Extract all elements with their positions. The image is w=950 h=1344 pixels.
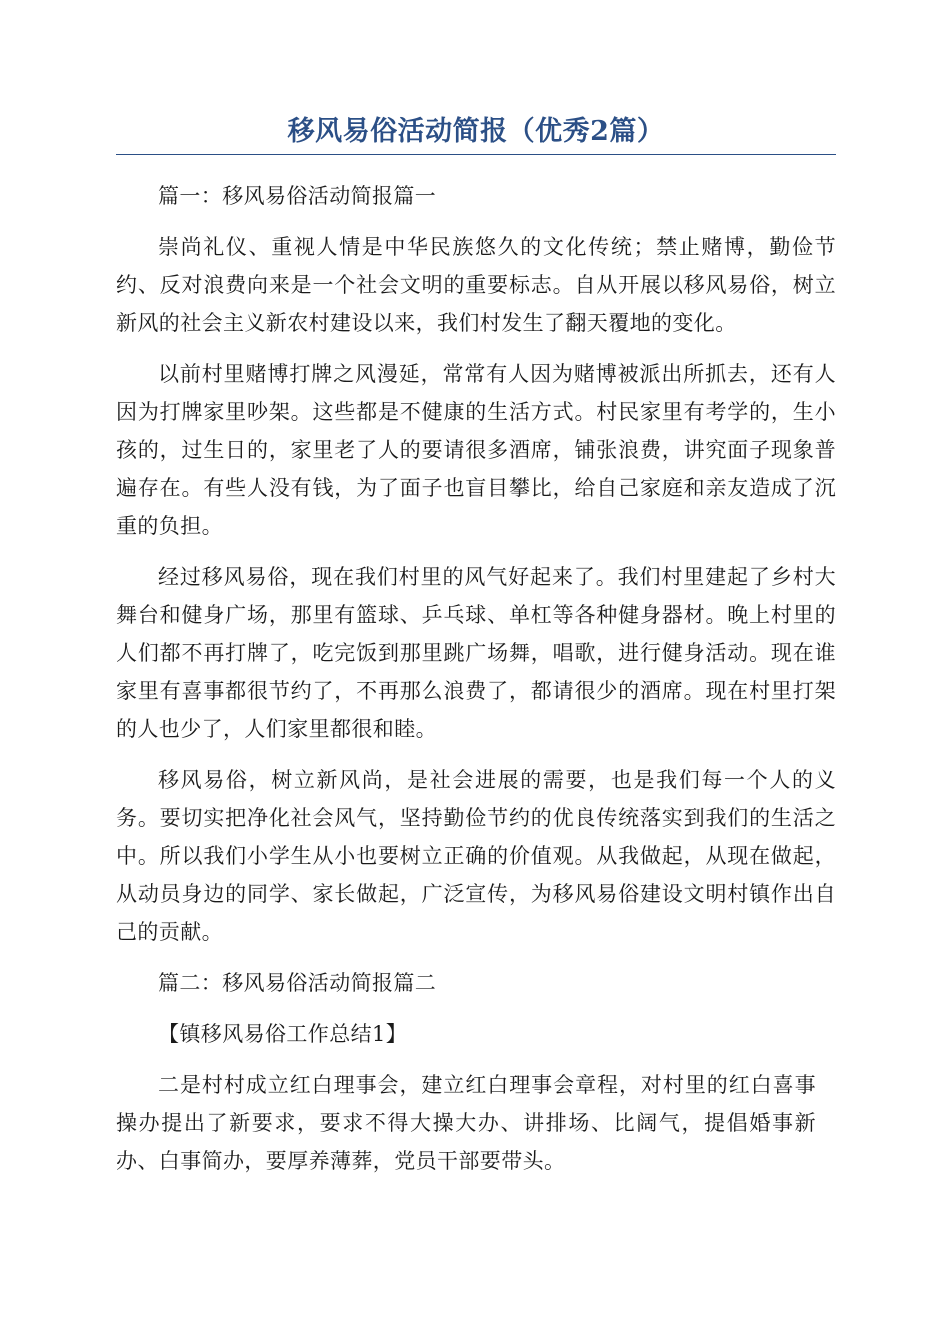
document-title: 移风易俗活动简报（优秀2篇）: [287, 116, 665, 147]
paragraph-5: 二是村村成立红白理事会，建立红白理事会章程，对村里的红白喜事操办提出了新要求，要求不得大操大办、讲排场、比阔气，提倡婚事新办、白事简办，要厚养薄葬，党员干部要带头。: [116, 1073, 816, 1173]
subsection-heading: 【镇移风易俗工作总结1】: [158, 1022, 408, 1046]
paragraph-2: 以前村里赌博打牌之风漫延，常常有人因为赌博被派出所抓去，还有人因为打牌家里吵架。这些都是不健康的生活方式。村民家里有考学的，生小孩的，过生日的，家里老了人的要请很多酒席，铺张浪费，讲究面子现象普遍存在。有些人没有钱，为了面子也盲目攀比，给自己家庭和亲友造成了沉重的负担。: [116, 362, 836, 538]
paragraph-1: 崇尚礼仪、重视人情是中华民族悠久的文化传统；禁止赌博，勤俭节约、反对浪费向来是一个社会文明的重要标志。自从开展以移风易俗，树立新风的社会主义新农村建设以来，我们村发生了翻天覆地的变化。: [116, 235, 836, 335]
paragraph-3: 经过移风易俗，现在我们村里的风气好起来了。我们村里建起了乡村大舞台和健身广场，那里有篮球、乒乓球、单杠等各种健身器材。晚上村里的人们都不再打牌了，吃完饭到那里跳广场舞，唱歌，进行健身活动。现在谁家里有喜事都很节约了，不再那么浪费了，都请很少的酒席。现在村里打架的人也少了，人们家里都很和睦。: [116, 565, 836, 741]
section-heading-1: 篇一：移风易俗活动简报篇一: [158, 184, 437, 208]
paragraph-4: 移风易俗，树立新风尚，是社会进展的需要，也是我们每一个人的义务。要切实把净化社会风气，坚持勤俭节约的优良传统落实到我们的生活之中。所以我们小学生从小也要树立正确的价值观。从我做起，从现在做起，从动员身边的同学、家长做起，广泛宣传，为移风易俗建设文明村镇作出自己的贡献。: [116, 768, 836, 944]
section-heading-2: 篇二：移风易俗活动简报篇二: [158, 971, 437, 995]
document-page: [116, 110, 836, 1180]
